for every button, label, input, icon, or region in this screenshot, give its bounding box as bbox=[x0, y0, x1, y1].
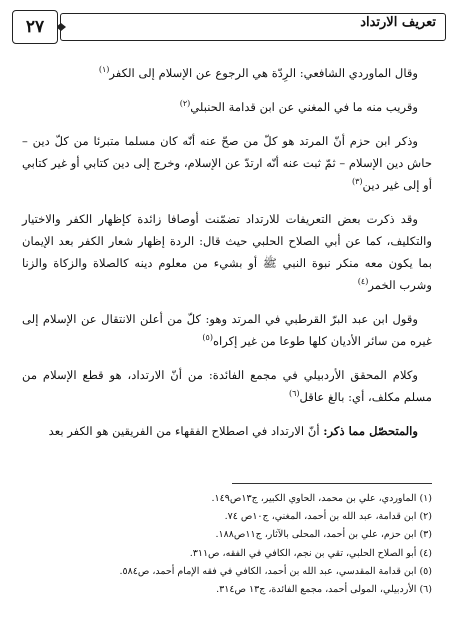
footnote-1: (١) الماوردي، علي بن محمد، الحاوي الكبير، ج١٣ص١٤٩. bbox=[211, 493, 432, 504]
conclusion-lead: والمتحصّل مما ذكر: bbox=[323, 424, 418, 438]
paragraph-abu-salah bbox=[22, 208, 432, 296]
footnote-ref: (١) bbox=[98, 65, 110, 75]
paragraph-text: وذكر ابن حزم أنّ المرتد هو كلّ من صحّ عنه أنّه كان مسلما متبرئا من كلّ دين – حاش دين الإسلام – ثمّ ثبت عنه أنّه ارتدّ عن الإسلام، وخرج إلى دين كتابي أو غير كتابي أو إلى غير دين bbox=[22, 134, 432, 192]
paragraph-mawardi bbox=[22, 62, 432, 84]
footnote-3: (٣) ابن حزم، علي بن أحمد، المحلى بالآثار، ج١١ص١٨٨. bbox=[215, 529, 432, 541]
footnote-ref: (٦) bbox=[288, 389, 300, 399]
chapter-title: تعريف الارتداد bbox=[360, 15, 436, 30]
main-text bbox=[22, 62, 432, 454]
paragraph-ibn-hazm bbox=[22, 130, 432, 196]
footnotes bbox=[22, 490, 432, 599]
footnote-5: (٥) ابن قدامة المقدسي، عبد الله بن أحمد، الكافي في فقه الإمام أحمد، ص٥٨٤. bbox=[119, 565, 432, 577]
paragraph-conclusion bbox=[22, 420, 432, 442]
footnote-ref: (٢) bbox=[179, 99, 191, 109]
paragraph-ardabili bbox=[22, 364, 432, 408]
page-header bbox=[12, 10, 446, 44]
footnote-6: (٦) الأردبيلي، المولى أحمد، مجمع الفائدة، ج١٣ ص٣١٤. bbox=[216, 584, 432, 596]
paragraph-text: وقول ابن عبد البرّ القرطبي في المرتد وهو: كلّ من أعلن الانتقال عن الإسلام إلى غيره من سائر الأديان كلها طوعا من غير إكراه bbox=[22, 312, 432, 348]
paragraph-text: وكلام المحقق الأردبيلي في مجمع الفائدة: من أنّ الارتداد، هو قطع الإسلام من مسلم مكلف، أي: بالغ عاقل bbox=[22, 368, 432, 404]
paragraph-text: وقال الماوردي الشافعي: الرِدّة هي الرجوع عن الإسلام إلى الكفر bbox=[109, 66, 418, 80]
paragraph-text: وقريب منه ما في المغني عن ابن قدامة الحنبلي bbox=[190, 100, 418, 114]
footnote-ref: (٤) bbox=[357, 277, 369, 287]
paragraph-ibn-qudama bbox=[22, 96, 432, 118]
footnote-2: (٢) ابن قدامة، عبد الله بن أحمد، المغني، ج١٠ص ٧٤. bbox=[224, 511, 432, 523]
footnote-4: (٤) أبو الصلاح الحلبي، تقي بن نجم، الكافي في الفقه، ص٣١١. bbox=[189, 547, 432, 559]
footnote-ref: (٣) bbox=[351, 177, 363, 187]
footnote-divider bbox=[232, 483, 432, 484]
paragraph-text: أنّ الارتداد في اصطلاح الفقهاء من الفريقين هو الكفر بعد bbox=[48, 424, 324, 438]
paragraph-ibn-abd-al-barr bbox=[22, 308, 432, 352]
page-number: ٢٧ bbox=[12, 10, 58, 44]
paragraph-text: وقد ذكرت بعض التعريفات للارتداد تضمّنت أوصافا زائدة كإظهار الكفر والاختيار والتكليف، كما عن أبي الصلاح الحلبي حيث قال: الردة إظهار شعار الكفر بعد الإيمان بما يكون معه منكر نبوة النبي ﷺ أو بشيء من معلوم دينه كالصلاة والزكاة والزنا وشرب الخمر bbox=[22, 212, 432, 292]
footnote-ref: (٥) bbox=[202, 333, 213, 343]
